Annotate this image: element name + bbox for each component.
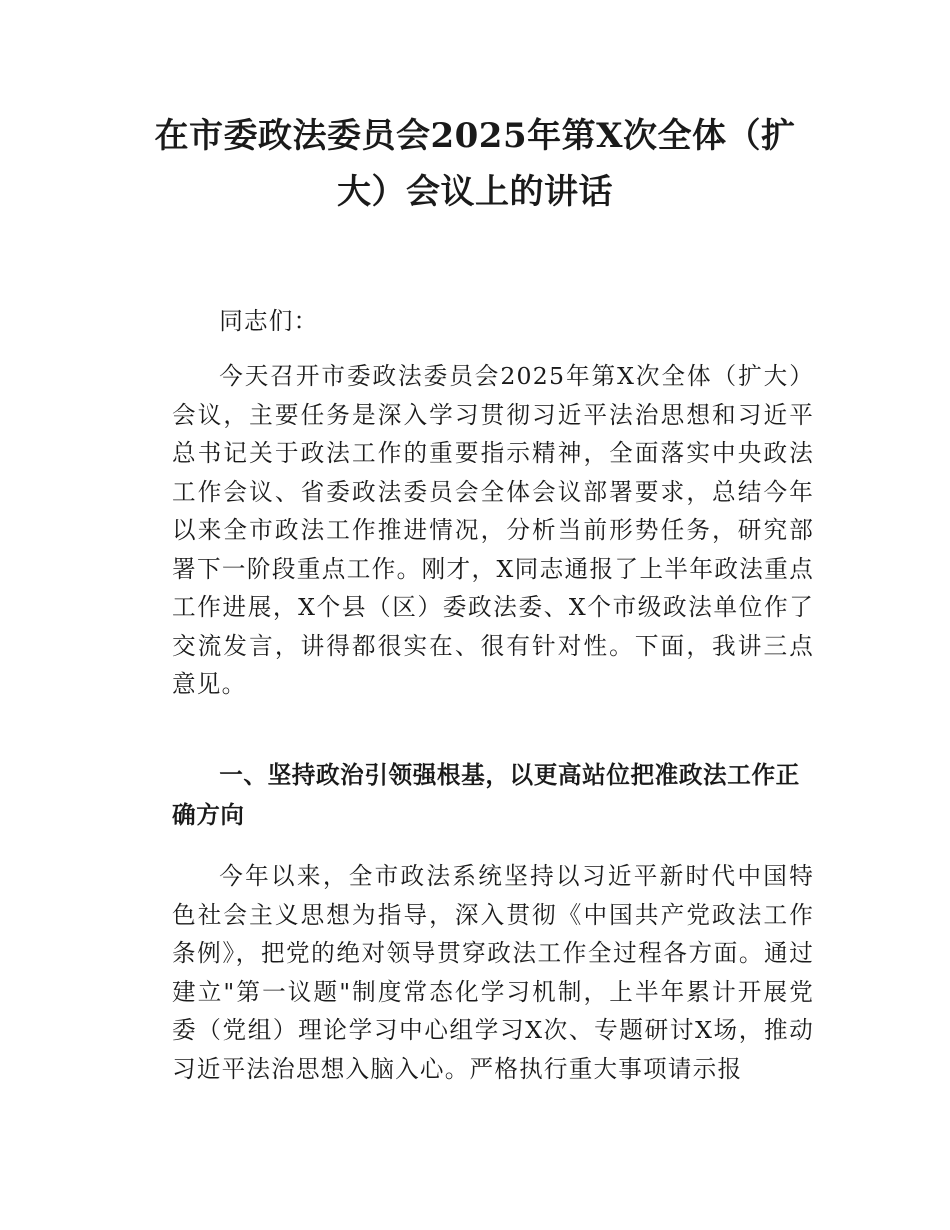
section-paragraph: 今年以来，全市政法系统坚持以习近平新时代中国特色社会主义思想为指导，深入贯彻《中国共产党政法工作条例》，把党的绝对领导贯穿政法工作全过程各方面。通过建立"第一议题"制度常态化学习机制，上半年累计开展党委（党组）理论学习中心组学习X次、专题研讨X场，推动习近平法治思想入脑入心。严格执行重大事项请示报 [172,862,814,1083]
intro-paragraph: 今天召开市委政法委员会2025年第X次全体（扩大）会议，主要任务是深入学习贯彻习近平法治思想和习近平总书记关于政法工作的重要指示精神，全面落实中央政法工作会议、省委政法委员会全体会议部署要求，总结今年以来全市政法工作推进情况，分析当前形势任务，研究部署下一阶段重点工作。刚才，X同志通报了上半年政法重点工作进展，X个县（区）委政法委、X个市级政法单位作了交流发言，讲得都很实在、很有针对性。下面，我讲三点意见。 [172,362,814,698]
section-heading: 一、坚持政治引领强根基，以更高站位把准政法工作正确方向 [172,761,800,829]
greeting: 同志们： [219,307,319,335]
document-title: 在市委政法委员会2025年第X次全体（扩大）会议上的讲话 [154,116,796,212]
